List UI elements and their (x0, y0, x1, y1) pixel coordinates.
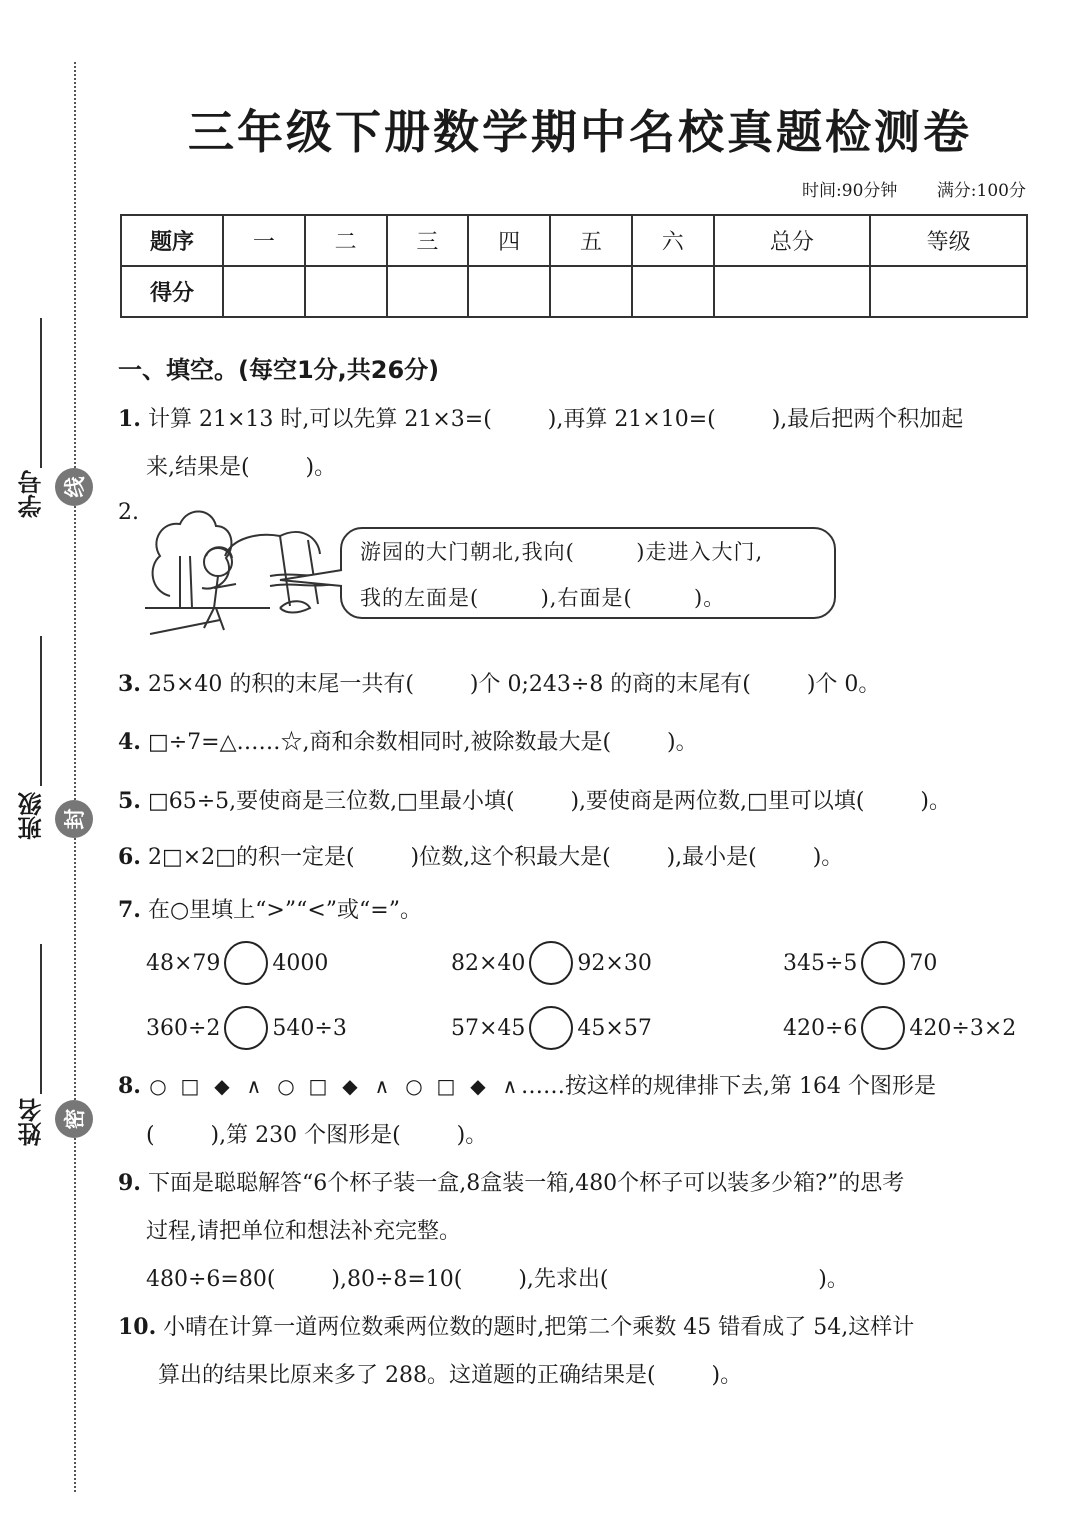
question-text: 计算 21×13 时,可以先算 21×3=( ),再算 21×10=( ),最后把两个积加起 (140, 407, 964, 432)
score-cell[interactable] (714, 266, 871, 317)
score-cell[interactable] (387, 266, 469, 317)
circle-shape: ○ (405, 1074, 423, 1098)
header-cell: 三 (387, 215, 469, 266)
question-4 (118, 725, 698, 756)
question-10-line-1 (118, 1310, 914, 1341)
circle-shape: ○ (149, 1074, 167, 1098)
score-row-label: 得分 (121, 266, 223, 317)
student-id-underline[interactable] (40, 318, 42, 468)
student-id-label: 学号 (18, 470, 46, 518)
diamond-shape: ◆ (470, 1074, 486, 1098)
question-3 (118, 667, 880, 698)
score-cell[interactable] (550, 266, 632, 317)
question-text: 小晴在计算一道两位数乘两位数的题时,把第二个乘数 45 错看成了 54,这样计 (156, 1315, 915, 1340)
question-text: □65÷5,要使商是三位数,□里最小填( ),要使商是两位数,□里可以填( )。 (140, 789, 951, 814)
shape-sequence (147, 1076, 521, 1096)
answer-circle[interactable] (529, 1006, 573, 1050)
question-5 (118, 784, 951, 815)
compare-right: 4000 (272, 950, 329, 976)
score-cell[interactable] (305, 266, 387, 317)
square-shape: □ (308, 1074, 328, 1098)
question-number: 4. (118, 729, 141, 755)
answer-circle[interactable] (861, 1006, 905, 1050)
compare-right: 45×57 (577, 1015, 652, 1041)
answer-circle[interactable] (224, 941, 268, 985)
bubble-line-2: 我的左面是( ),右面是( )。 (360, 586, 726, 610)
score-table (120, 214, 1028, 318)
question-number: 10. (118, 1314, 157, 1340)
class-underline[interactable] (40, 636, 42, 786)
compare-right: 540÷3 (272, 1015, 347, 1041)
square-shape: □ (436, 1074, 456, 1098)
diamond-shape: ◆ (342, 1074, 358, 1098)
header-cell: 六 (632, 215, 714, 266)
compare-item (146, 1006, 347, 1050)
answer-circle[interactable] (224, 1006, 268, 1050)
binding-dotted-line (74, 62, 76, 1492)
circle-shape: ○ (277, 1074, 295, 1098)
header-cell: 等级 (870, 215, 1027, 266)
diamond-shape: ◆ (214, 1074, 230, 1098)
question-number: 5. (118, 788, 141, 814)
exam-meta (768, 176, 1026, 201)
question-8-line-2: ( ),第 230 个图形是( )。 (146, 1123, 488, 1148)
time-limit: 时间:90分钟 (802, 181, 898, 201)
bubble-line-1: 游园的大门朝北,我向( )走进入大门, (360, 540, 764, 564)
name-underline[interactable] (40, 944, 42, 1094)
compare-left: 420÷6 (783, 1015, 858, 1041)
question-text: □÷7=△……☆,商和余数相同时,被除数最大是( )。 (140, 730, 698, 755)
compare-left: 48×79 (146, 950, 221, 976)
exam-title: 三年级下册数学期中名校真题检测卷 (188, 105, 972, 159)
question-7 (118, 893, 422, 924)
question-10-line-2: 算出的结果比原来多了 288。这道题的正确结果是( )。 (158, 1363, 743, 1388)
compare-left: 360÷2 (146, 1015, 221, 1041)
compare-left: 82×40 (451, 950, 526, 976)
compare-item (451, 941, 652, 985)
compare-right: 420÷3×2 (909, 1015, 1017, 1041)
question-number: 9. (118, 1170, 141, 1196)
compare-right: 70 (909, 950, 938, 976)
question-number: 8. (118, 1073, 141, 1099)
full-score: 满分:100分 (936, 181, 1026, 201)
seal-line-mark: 线 (55, 468, 93, 506)
header-cell: 一 (223, 215, 305, 266)
question-text: 2□×2□的积一定是( )位数,这个积最大是( ),最小是( )。 (140, 845, 844, 870)
compare-right: 92×30 (577, 950, 652, 976)
question-9-line-3: 480÷6=80( ),80÷8=10( ),先求出( )。 (146, 1267, 849, 1292)
caret-shape: ∧ (502, 1074, 518, 1098)
question-6 (118, 840, 843, 871)
question-text: 下面是聪聪解答“6个杯子装一盒,8盒装一箱,480个杯子可以装多少箱?”的思考 (140, 1171, 905, 1196)
score-table-score-row (121, 266, 1027, 317)
score-cell[interactable] (468, 266, 550, 317)
compare-left: 345÷5 (783, 950, 858, 976)
question-1-line-2: 来,结果是( )。 (146, 455, 337, 480)
name-label: 姓名 (18, 1098, 46, 1146)
question-text: 25×40 的积的末尾一共有( )个 0;243÷8 的商的末尾有( )个 0。 (140, 672, 881, 697)
question-9-line-2: 过程,请把单位和想法补充完整。 (146, 1219, 461, 1244)
seal-secret-mark: 密 (55, 1100, 93, 1138)
header-cell: 五 (550, 215, 632, 266)
score-cell[interactable] (632, 266, 714, 317)
question-8-line-1 (118, 1069, 936, 1100)
answer-circle[interactable] (861, 941, 905, 985)
question-number: 7. (118, 897, 141, 923)
seal-seal-mark: 封 (55, 800, 93, 838)
compare-item (146, 941, 328, 985)
question-text: ……按这样的规律排下去,第 164 个图形是 (520, 1074, 936, 1099)
header-cell: 二 (305, 215, 387, 266)
square-shape: □ (180, 1074, 200, 1098)
score-cell[interactable] (223, 266, 305, 317)
question-2-number: 2. (118, 500, 139, 525)
score-table-header-row (121, 215, 1027, 266)
question-1-line-1 (118, 402, 963, 433)
header-cell: 四 (468, 215, 550, 266)
compare-item (783, 941, 937, 985)
question-number: 3. (118, 671, 141, 697)
header-cell: 总分 (714, 215, 871, 266)
question-number: 6. (118, 844, 141, 870)
answer-circle[interactable] (529, 941, 573, 985)
score-cell[interactable] (870, 266, 1027, 317)
question-9-line-1 (118, 1166, 904, 1197)
compare-item (451, 1006, 652, 1050)
question-text: 在○里填上“>”“<”或“=”。 (140, 898, 422, 923)
compare-left: 57×45 (451, 1015, 526, 1041)
class-label: 班级 (18, 792, 46, 840)
section-1-title: 一、填空。(每空1分,共26分) (118, 356, 440, 384)
caret-shape: ∧ (246, 1074, 262, 1098)
speech-bubble-tail (278, 568, 344, 590)
question-number: 1. (118, 406, 141, 432)
caret-shape: ∧ (374, 1074, 390, 1098)
compare-item (783, 1006, 1016, 1050)
header-cell: 题序 (121, 215, 223, 266)
